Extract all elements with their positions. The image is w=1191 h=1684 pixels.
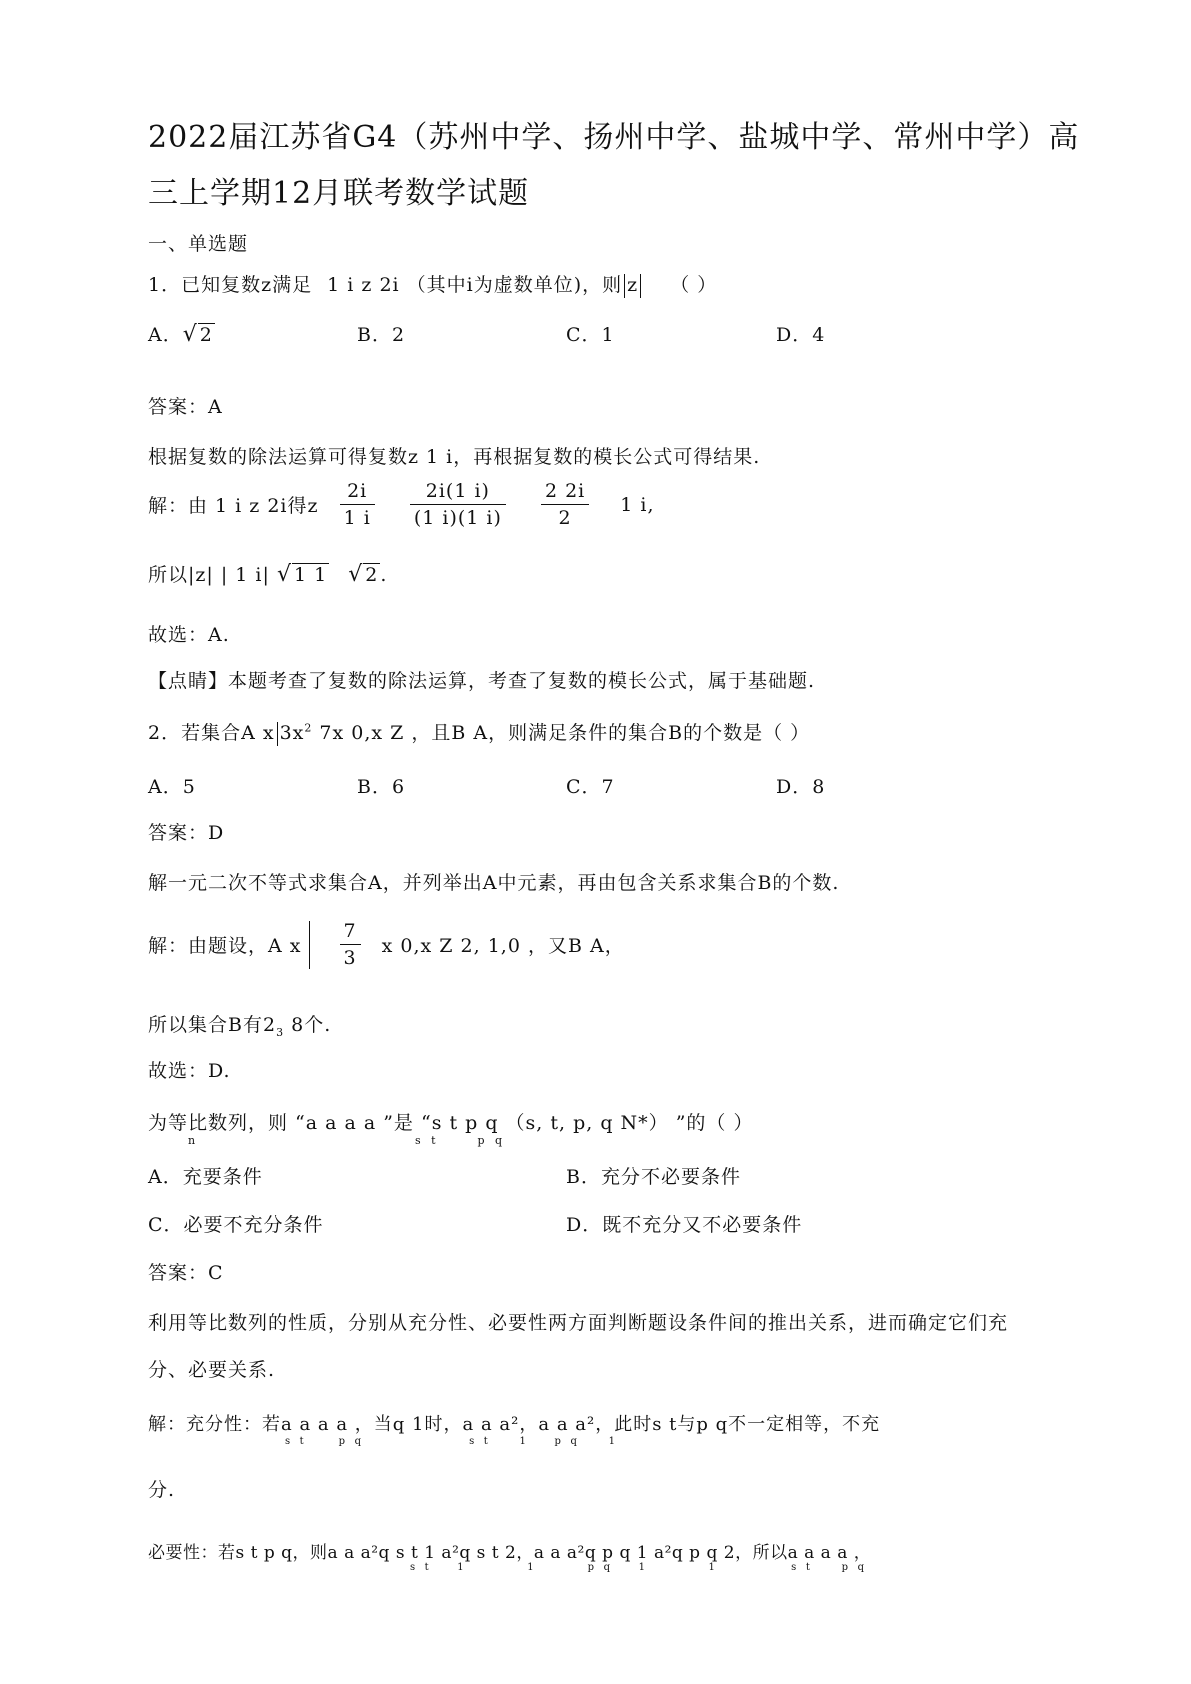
q3-option-b: B．充分不必要条件	[566, 1166, 741, 1188]
q3-stem	[148, 1108, 753, 1135]
q2-option-b: B．6	[357, 776, 406, 798]
q1-fraction-2	[410, 478, 506, 531]
q2-count-text-b: 8个.	[284, 1014, 332, 1036]
q1-modulus-text: 所以|z| | 1 i|	[148, 564, 270, 586]
q1-comment: 【点睛】本题考查了复数的除法运算，考查了复数的模长公式，属于基础题.	[148, 670, 816, 692]
q1-option-c: C．1	[566, 324, 615, 346]
q1-analysis: 根据复数的除法运算可得复数z 1 i，再根据复数的模长公式可得结果.	[148, 446, 761, 468]
q1-choice: 故选：A.	[148, 624, 230, 646]
q2-stem-exponent: 2	[304, 721, 313, 735]
q2-count	[148, 1010, 331, 1039]
q2-option-a: A．5	[148, 776, 196, 798]
q2-frac-numerator: 7	[340, 918, 361, 945]
q1-stem	[148, 270, 717, 298]
q1-frac1-denominator: 1 i	[343, 507, 371, 529]
q1-frac2-numerator: 2i(1 i)	[410, 478, 506, 505]
q1-option-a	[148, 320, 215, 347]
q2-choice: 故选：D.	[148, 1060, 231, 1082]
q2-option-d: D．8	[776, 776, 826, 798]
q1-solution-prefix: 解：由 1 i z 2i得z	[148, 495, 319, 517]
q2-frac-denominator: 3	[343, 947, 357, 969]
q2-fraction	[340, 918, 361, 971]
q2-count-exponent: 3	[276, 1025, 285, 1039]
q1-option-a-label: A．	[148, 324, 183, 346]
q1-option-d: D．4	[776, 324, 826, 346]
abs-bar-icon	[640, 274, 641, 298]
q3-option-d: D．既不充分又不必要条件	[566, 1214, 803, 1236]
q3-analysis-line-2: 分、必要关系.	[148, 1359, 276, 1381]
q1-stem-expr: 1 i z 2i	[327, 274, 400, 296]
q1-fraction-1	[340, 478, 375, 531]
sqrt-icon: √	[276, 562, 292, 587]
q1-frac1-numerator: 2i	[340, 478, 375, 505]
q2-option-c: C．7	[566, 776, 615, 798]
q2-analysis: 解一元二次不等式求集合A，并列举出A中元素，再由包含关系求集合B的个数.	[148, 872, 840, 894]
set-bar-icon	[277, 722, 278, 746]
abs-bar-icon	[624, 274, 625, 298]
q1-stem-z: z	[627, 274, 639, 296]
q1-modulus	[148, 560, 387, 587]
sqrt-icon: √	[348, 562, 364, 587]
q1-stem-text-b: （其中i为虚数单位)，则	[406, 274, 623, 296]
q3-option-a: A．充要条件	[148, 1166, 263, 1188]
q3-analysis-line-1: 利用等比数列的性质，分别从充分性、必要性两方面判断题设条件间的推出关系，进而确定它们充	[148, 1312, 1009, 1334]
q2-solution-text-a: 解：由题设，A x	[148, 935, 302, 957]
q2-stem	[148, 718, 810, 746]
q3-stem-subscripts: s t p q	[415, 1134, 503, 1147]
q1-frac3-numerator: 2 2i	[541, 478, 589, 505]
section-heading: 一、单选题	[148, 233, 249, 255]
q3-necessity-subscripts: s t 1 1 p q 1 1 s t p q	[410, 1562, 864, 1573]
q1-modulus-result: 2	[365, 564, 379, 586]
q1-option-b: B．2	[357, 324, 406, 346]
q1-stem-text-a: 1．已知复数z满足	[148, 274, 313, 296]
q1-modulus-radicand: 1 1	[293, 564, 328, 586]
q3-sufficiency-subscripts: s t p q s t 1 p q 1	[285, 1436, 615, 1447]
q1-modulus-period: .	[380, 564, 388, 586]
q1-solution	[148, 478, 655, 531]
q3-sufficiency-end: 分.	[148, 1479, 176, 1501]
q2-stem-text-a: 2．若集合A x	[148, 722, 275, 744]
q3-necessity: 必要性：若s t p q，则a a a²q s t 1 a²q s t 2，a a a²q p q 1 a²q p q 2，所以a a a a ，	[148, 1543, 872, 1563]
q1-answer: 答案：A	[148, 396, 223, 418]
sqrt-icon: √	[182, 322, 198, 347]
set-bar-icon	[309, 921, 310, 969]
q2-solution-text-b: x 0,x Z 2, 1,0 ，又B A，	[381, 935, 625, 957]
q3-sufficiency: 解：充分性：若a a a a ，当q 1时，a a a²，a a a²，此时s t与p q不一定相等，不充	[148, 1414, 881, 1435]
q1-frac3-denominator: 2	[558, 507, 572, 529]
q1-solution-suffix: 1 i,	[620, 493, 655, 516]
q2-stem-text-c: 7x 0,x Z ，且B A，则满足条件的集合B的个数是（ ）	[312, 722, 811, 744]
q2-answer: 答案：D	[148, 822, 225, 844]
page-title-line-2: 三上学期12月联考数学试题	[148, 176, 530, 211]
q3-stem-sub-n: n	[188, 1134, 196, 1147]
q1-stem-paren: （ ）	[670, 274, 718, 296]
q1-fraction-3	[541, 478, 589, 531]
q3-option-c: C．必要不充分条件	[148, 1214, 324, 1236]
q1-option-a-value: 2	[199, 324, 213, 346]
q2-stem-text-b: 3x	[279, 722, 305, 744]
q3-answer: 答案：C	[148, 1262, 224, 1284]
q3-stem-text: 为等比数列，则 “a a a a ”是 “s t p q （s, t, p, q N*） ”的（ ）	[148, 1112, 754, 1134]
q2-solution	[148, 918, 625, 971]
q1-frac2-denominator: (1 i)(1 i)	[413, 507, 502, 529]
page-title-line-1: 2022届江苏省G4（苏州中学、扬州中学、盐城中学、常州中学）高	[148, 120, 1080, 155]
q2-count-text-a: 所以集合B有2	[148, 1014, 277, 1036]
